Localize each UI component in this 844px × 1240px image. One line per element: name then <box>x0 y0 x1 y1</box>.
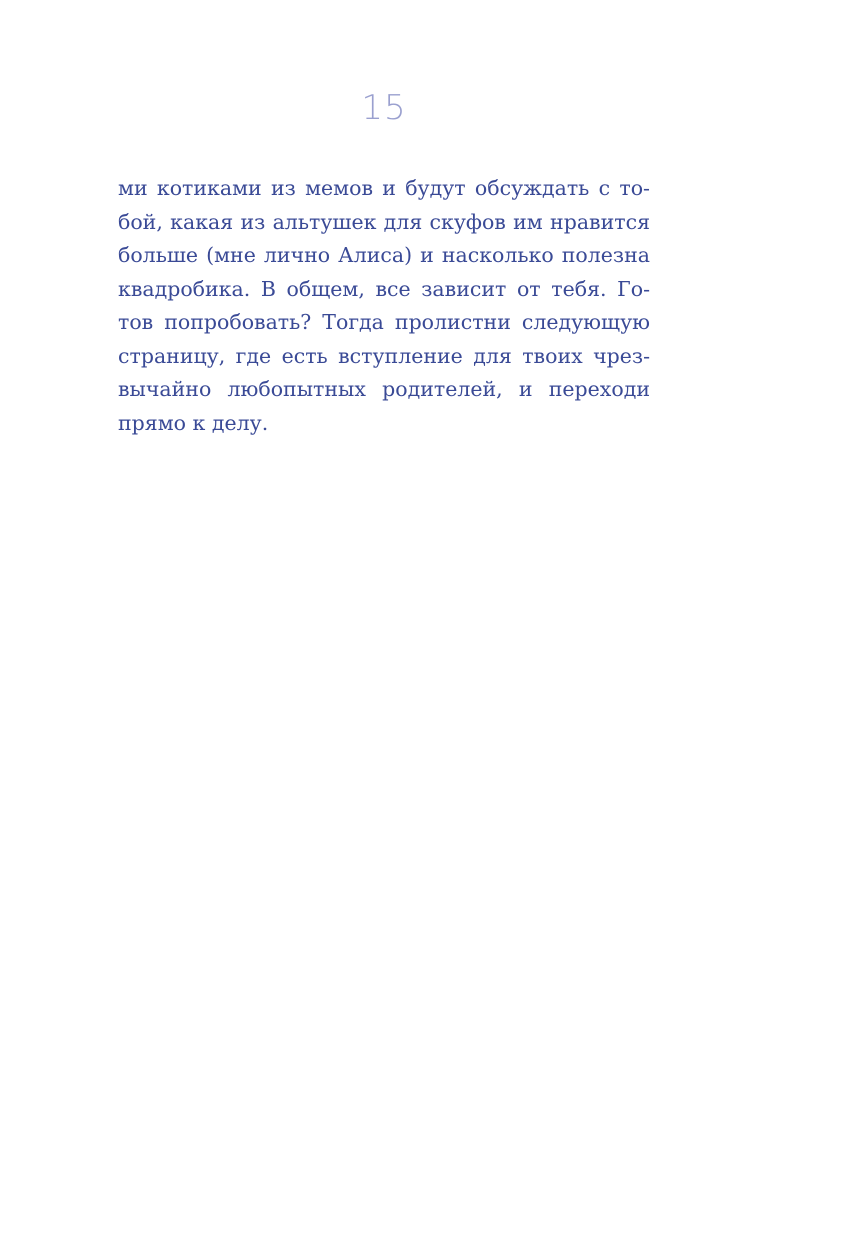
text-line-6: страницу, где есть вступление для твоих чрез- <box>118 343 650 368</box>
text-line-4: квадробика. В общем, все зависит от тебя. Го- <box>118 276 650 301</box>
text-line-5: тов попробовать? Тогда пролистни следующую <box>118 310 650 334</box>
text-line-2: бой, какая из альтушек для скуфов им нравится <box>118 209 650 234</box>
text-line-7: вычайно любопытных родителей, и переходи <box>118 377 650 401</box>
text-line-3: больше (мне лично Алиса) и насколько полезна <box>118 243 650 267</box>
text-line-8: прямо к делу. <box>118 410 269 435</box>
text-line-1: ми котиками из мемов и будут обсуждать с то- <box>118 176 650 200</box>
body-paragraph <box>118 172 650 440</box>
page-number: 15 <box>361 88 407 128</box>
